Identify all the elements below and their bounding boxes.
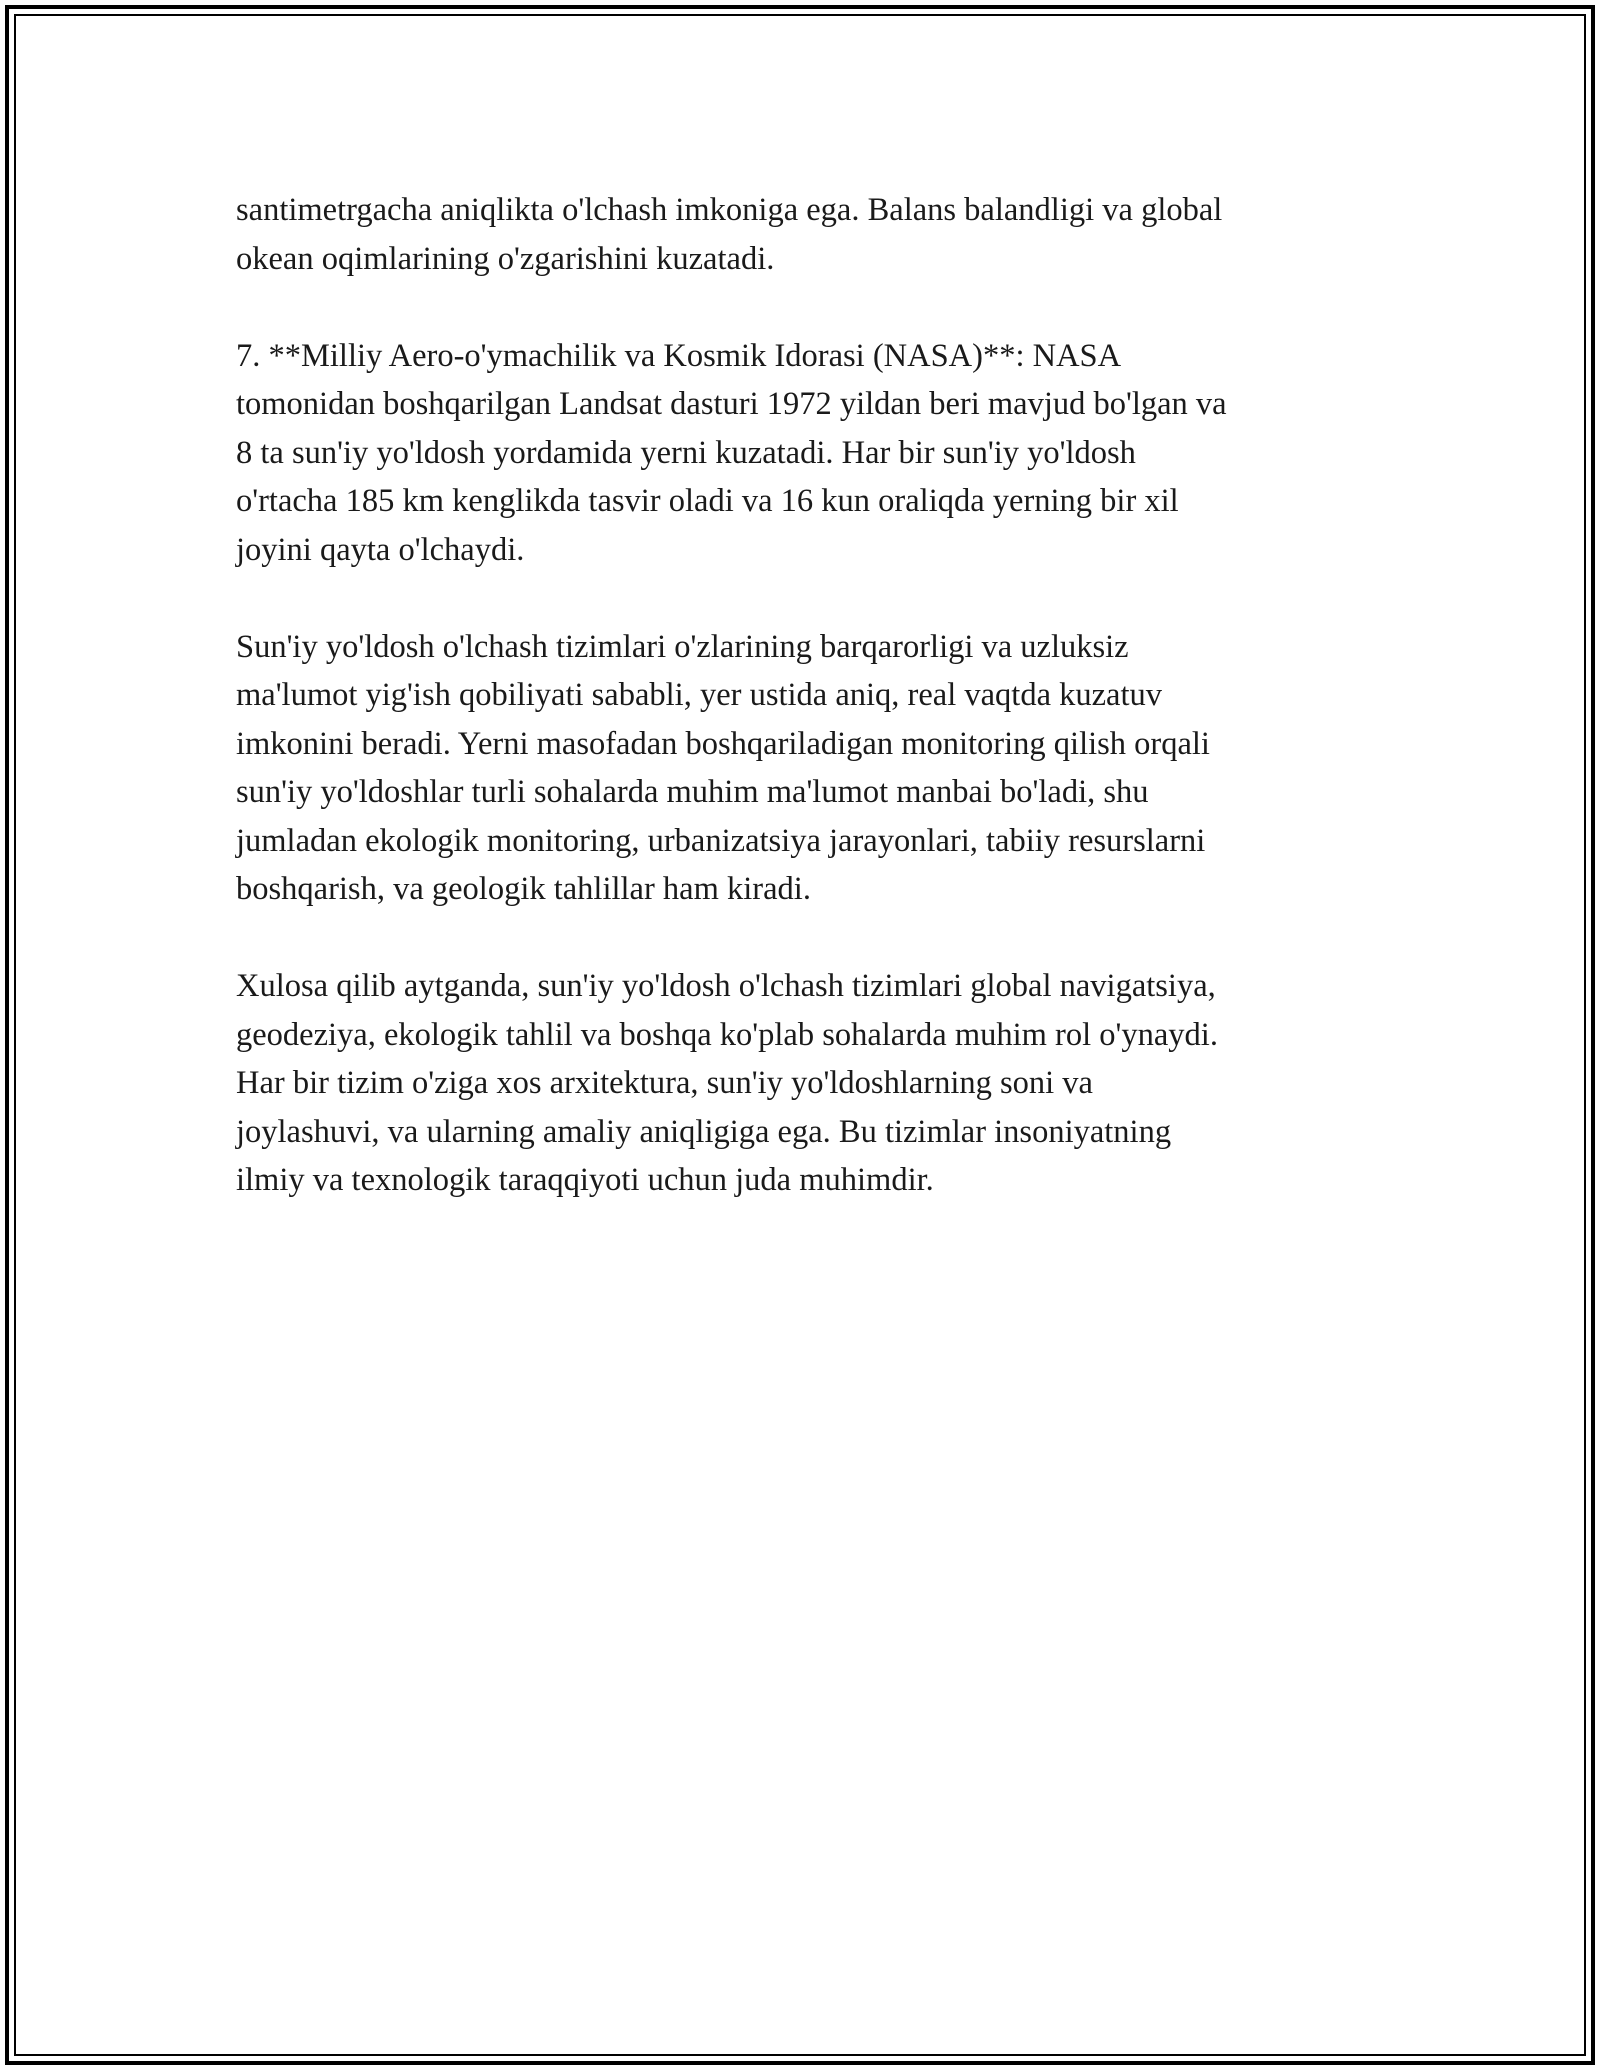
text-line: o'rtacha 185 km kenglikda tasvir oladi va 16 kun oraliqda yerning bir xil: [236, 483, 1179, 519]
text-line: joyini qayta o'lchaydi.: [236, 531, 525, 568]
text-line: boshqarish, va geologik tahlillar ham kiradi.: [236, 871, 811, 907]
text-line: 7. **Milliy Aero-o'ymachilik va Kosmik Idorasi (NASA)**: NASA: [236, 337, 1122, 374]
text-line: ma'lumot yig'ish qobiliyati sababli, yer ustida aniq, real vaqtda kuzatuv: [236, 677, 1163, 713]
text-line: sun'iy yo'ldoshlar turli sohalarda muhim ma'lumot manbai bo'ladi, shu: [236, 774, 1149, 810]
text-line: Sun'iy yo'ldosh o'lchash tizimlari o'zlarining barqarorligi va uzluksiz: [236, 628, 1129, 665]
text-line: jumladan ekologik monitoring, urbanizatsiya jarayonlari, tabiiy resurslarni: [236, 822, 1206, 859]
paragraph-conclusion: [236, 962, 1366, 1205]
paragraph-nasa-landsat: [236, 332, 1366, 575]
document-body: [236, 186, 1366, 1205]
text-line: okean oqimlarining o'zgarishini kuzatadi.: [236, 240, 775, 277]
text-line: geodeziya, ekologik tahlil va boshqa ko'plab sohalarda muhim rol o'ynaydi.: [236, 1016, 1218, 1053]
text-line: santimetrgacha aniqlikta o'lchash imkoniga ega. Balans balandligi va global: [236, 192, 1223, 228]
text-line: Har bir tizim o'ziga xos arxitektura, sun'iy yo'ldoshlarning soni va: [236, 1065, 1093, 1101]
text-line: ilmiy va texnologik taraqqiyoti uchun juda muhimdir.: [236, 1162, 934, 1198]
text-line: 8 ta sun'iy yo'ldosh yordamida yerni kuzatadi. Har bir sun'iy yo'ldosh: [236, 434, 1136, 471]
text-line: tomonidan boshqarilgan Landsat dasturi 1972 yildan beri mavjud bo'lgan va: [236, 386, 1227, 422]
paragraph-monitoring: [236, 623, 1366, 914]
text-line: joylashuvi, va ularning amaliy aniqligiga ega. Bu tizimlar insoniyatning: [236, 1113, 1172, 1150]
text-line: imkonini beradi. Yerni masofadan boshqariladigan monitoring qilish orqali: [236, 725, 1210, 762]
text-line: Xulosa qilib aytganda, sun'iy yo'ldosh o'lchash tizimlari global navigatsiya,: [236, 968, 1216, 1004]
paragraph-satellite-altimetry: [236, 186, 1366, 283]
